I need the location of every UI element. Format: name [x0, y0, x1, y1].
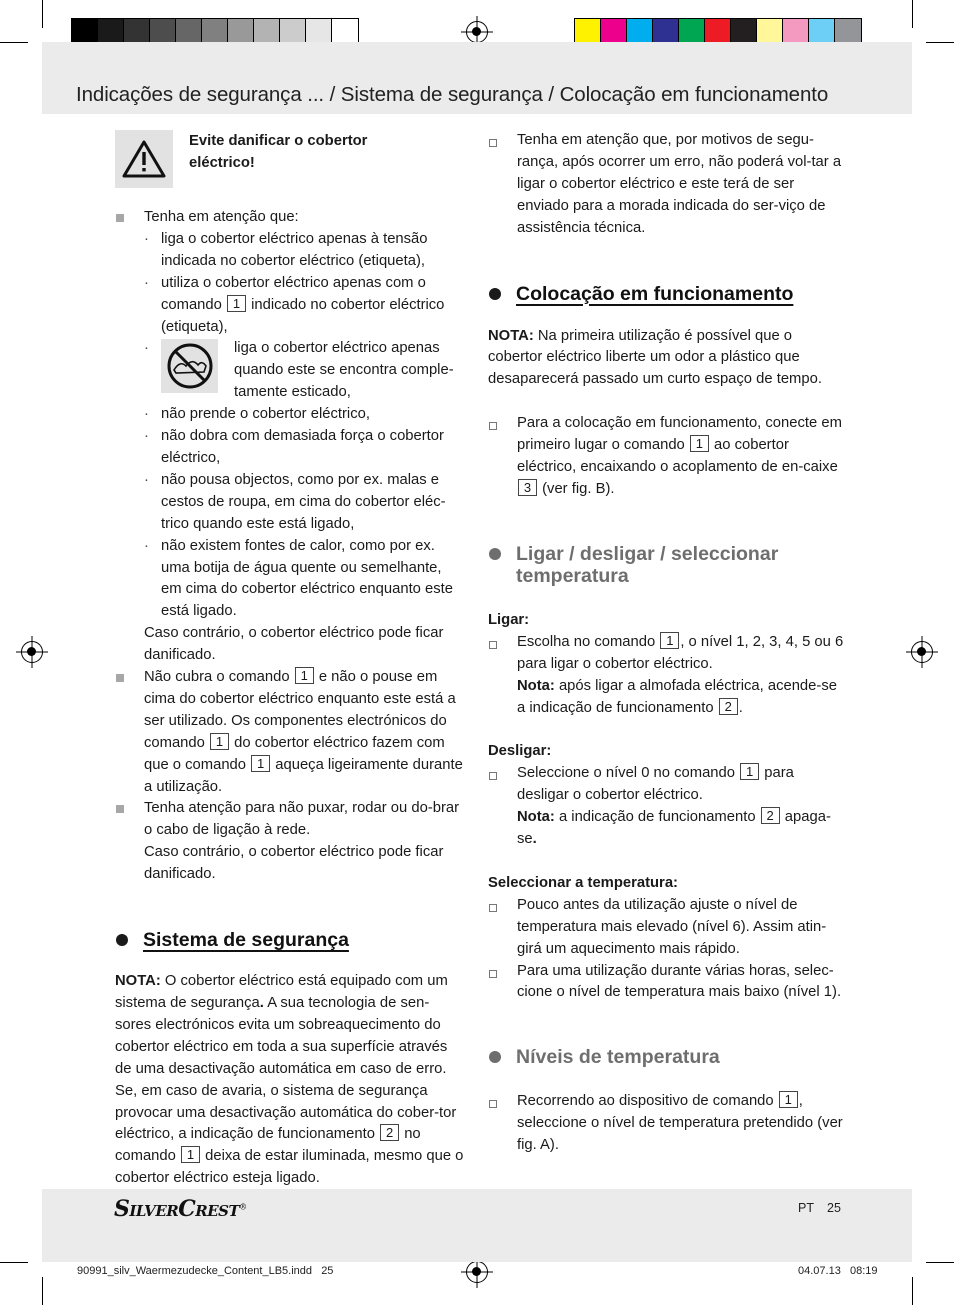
left-column — [115, 130, 465, 1190]
text: Não cubra o comando — [144, 669, 290, 686]
silvercrest-logo — [114, 1196, 247, 1222]
list-item-note: Caso contrário, o cobertor eléctrico pode ficar danificado. — [144, 625, 444, 664]
list-item-text — [517, 632, 844, 676]
text: , o nível 1, 2, 3, 4, 5 ou 6 para ligar o cobertor eléctrico. — [517, 633, 844, 672]
warning-box — [115, 130, 465, 188]
page-title: Indicações de segurança ... / Sistema de segurança / Colocação em funcionamento — [76, 83, 829, 106]
text: para desligar o cobertor eléctrico. — [517, 765, 794, 804]
text: Para a colocação em funcionamento, conecte em primeiro lugar o comando — [517, 415, 842, 454]
text: ao cobertor eléctrico, encaixando o acoplamento de en-caixe — [517, 437, 838, 476]
file-slug: 90991_silv_Waermezudecke_Content_LB5.indd 25 — [77, 1265, 334, 1277]
text: utiliza o cobertor eléctrico apenas com o comando — [161, 274, 426, 313]
list-item — [115, 207, 465, 667]
ref-number: 1 — [227, 295, 246, 312]
date-slug: 04.07.13 08:19 — [798, 1265, 878, 1277]
text: a indicação de funcionamento — [558, 809, 756, 826]
text: Na primeira utilização é possível que o cobertor eléctrico liberte um odor a plástico que desaparecerá passado um curto espaço de tempo. — [488, 327, 822, 388]
heading-text: Colocação em funcionamento — [516, 282, 794, 305]
list-item-note — [517, 807, 844, 851]
sub-item — [144, 338, 465, 404]
subheading-on: Ligar: — [488, 611, 530, 628]
ref-number: 2 — [380, 1124, 399, 1141]
list-item: Para uma utilização durante várias horas, selec-cione o nível de temperatura mais baixo (nível 1). — [488, 961, 844, 1005]
no-crumpled-blanket-icon — [161, 339, 218, 393]
warning-triangle-icon — [115, 130, 173, 188]
note-label: Nota: — [517, 809, 555, 826]
registration-mark-icon — [466, 21, 488, 43]
crop-mark — [42, 0, 43, 28]
text: Recorrendo ao dispositivo de comando — [517, 1093, 774, 1110]
list-item — [488, 413, 844, 501]
registration-mark-icon — [911, 641, 933, 663]
section-heading-levels — [488, 1046, 844, 1068]
text: . — [532, 831, 537, 848]
text: do cobertor eléctrico fazem com que o comando — [144, 734, 445, 773]
text: e não o pouse em cima do cobertor eléctrico enquanto este está a ser utilizado. Os componentes electrónicos do comando — [144, 669, 456, 751]
heading-text: Ligar / desligar / seleccionar temperatura — [516, 542, 779, 587]
text: Seleccione o nível 0 no comando — [517, 765, 735, 782]
sub-item-text: · liga o cobertor eléctrico apenas quando este se encontra comple-tamente esticado, — [234, 340, 454, 401]
text: deixa de estar iluminada, mesmo que o cobertor eléctrico esteja ligado. — [115, 1148, 464, 1187]
ref-number: 3 — [518, 479, 537, 496]
note-label: Nota: — [517, 677, 555, 694]
text: após ligar a almofada eléctrica, acende-se a indicação de funcionamento — [517, 677, 837, 716]
ref-number: 1 — [690, 435, 709, 452]
sub-item: · não prende o cobertor eléctrico, — [144, 404, 465, 426]
sub-item: · liga o cobertor eléctrico apenas à tensão indicada no cobertor eléctrico (etiqueta), — [144, 229, 465, 273]
crop-mark — [912, 1277, 913, 1305]
heading-text: Sistema de segurança — [143, 929, 349, 952]
text: no comando — [115, 1126, 421, 1165]
list-item: Tenha em atenção que, por motivos de segu-rança, após ocorrer um erro, não poderá vol-tar a ligar o cobertor eléctrico e este terá de ser enviado para a morada indicada do ser-viço de assistência técnica. — [488, 130, 844, 240]
ref-number: 1 — [210, 733, 229, 750]
list-item — [115, 667, 465, 798]
list-item-note: Caso contrário, o cobertor eléctrico pode ficar danificado. — [144, 844, 444, 883]
list-item-text: Tenha atenção para não puxar, rodar ou do-brar o cabo de ligação à rede. — [144, 800, 460, 839]
section-heading-operation — [488, 283, 844, 305]
crop-mark — [42, 1277, 43, 1305]
crop-mark — [0, 1262, 28, 1263]
list-item: Pouco antes da utilização ajuste o nível de temperatura mais elevado (nível 6). Assim atin-girá um aquecimento mais rápido. — [488, 895, 844, 961]
subheading-off: Desligar: — [488, 743, 552, 760]
text: indicado no cobertor eléctrico (etiqueta), — [161, 296, 445, 335]
list-item-text: Tenha em atenção que: — [144, 209, 299, 225]
page-language: PT — [798, 1201, 814, 1215]
crop-mark — [0, 42, 28, 43]
sub-item — [144, 273, 465, 339]
text: aqueça ligeiramente durante a utilização. — [144, 756, 463, 795]
crop-mark — [912, 0, 913, 28]
sub-item: · não existem fontes de calor, como por ex. uma botija de água quente ou semelhante, em cima do cobertor eléctrico enquanto este está ligado. — [144, 536, 465, 624]
heading-text: Níveis de temperatura — [516, 1046, 720, 1069]
list-item — [488, 763, 844, 851]
section-heading-switch — [488, 543, 844, 587]
registration-mark-icon — [21, 641, 43, 663]
ref-number: 1 — [295, 667, 314, 684]
section-heading-safety — [115, 929, 465, 951]
right-column — [488, 130, 844, 1157]
registration-mark-icon — [466, 1261, 488, 1283]
sub-item: · não pousa objectos, como por ex. malas e cestos de roupa, em cima do cobertor eléc-trico quando este está ligado, — [144, 470, 465, 536]
operation-note — [488, 326, 844, 392]
note-label: NOTA: — [488, 327, 534, 344]
crop-mark — [926, 42, 954, 43]
ref-number: 1 — [660, 632, 679, 649]
ref-number: 1 — [181, 1146, 200, 1163]
safety-paragraph — [115, 971, 465, 1190]
list-item-note — [517, 676, 844, 720]
text: apaga-se — [517, 809, 831, 848]
ref-number: 2 — [761, 807, 780, 824]
list-item-text — [517, 763, 844, 807]
text: A sua tecnologia de sen-sores electrónicos evita um sobreaquecimento do cobertor eléctrico em toda a sua superfície através de uma desactivação automática em caso de erro. Se, em caso de avaria, o sistema de segurança provocar uma desactivação automática do cober-tor eléctrico, a indicação de funcionamento — [115, 995, 457, 1143]
ref-number: 1 — [740, 763, 759, 780]
logo-letter: C — [178, 1196, 196, 1222]
page-number: 25 — [827, 1201, 841, 1215]
list-item — [488, 1091, 844, 1157]
warning-title: Evite danificar o cobertor eléctrico! — [189, 133, 368, 171]
text: (ver fig. B). — [542, 480, 615, 497]
list-item — [488, 632, 844, 720]
ref-number: 2 — [719, 698, 738, 715]
text: Escolha no comando — [517, 633, 656, 650]
crop-mark — [926, 1262, 954, 1263]
logo-letters: REST — [195, 1202, 240, 1220]
text: . — [259, 995, 264, 1011]
subheading-temperature: Seleccionar a temperatura: — [488, 874, 678, 891]
registered-mark: ® — [239, 1202, 247, 1212]
ref-number: 1 — [251, 755, 270, 772]
note-label: NOTA: — [115, 973, 161, 990]
text: . — [738, 699, 743, 716]
ref-number: 1 — [779, 1091, 798, 1108]
text: O cobertor eléctrico está equipado com um sistema de segurança — [115, 973, 448, 1011]
list-item — [115, 798, 465, 886]
text: , seleccione o nível de temperatura pretendido (ver fig. A). — [517, 1093, 843, 1154]
logo-letter: S — [114, 1196, 130, 1222]
sub-item: · não dobra com demasiada força o cobertor eléctrico, — [144, 426, 465, 470]
logo-letters: ILVER — [129, 1202, 179, 1220]
